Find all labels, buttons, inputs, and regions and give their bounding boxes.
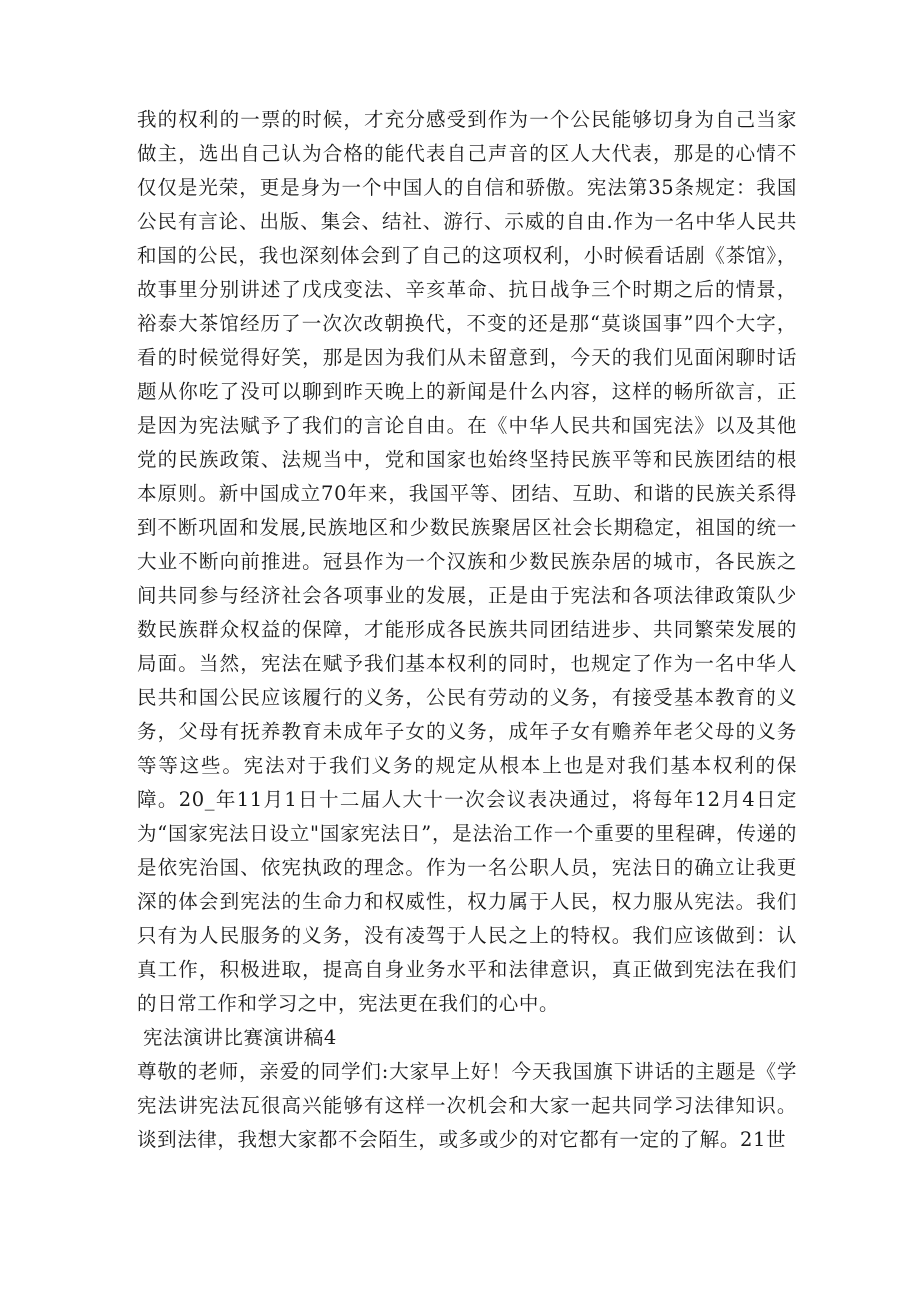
document-body — [137, 103, 797, 1157]
paragraph-2: 尊敬的老师，亲爱的同学们:大家早上好！今天我国旗下讲话的主题是《学宪法讲宪法瓦很高兴能够有这样一次机会和大家一起共同学习法律知识。谈到法律，我想大家都不会陌生，或多或少的对它都有一定的了解。21世 — [137, 1060, 797, 1151]
paragraph-1: 我的权利的一票的时候，才充分感受到作为一个公民能够切身为自己当家做主，选出自己认为合格的能代表自己声音的区人大代表，那是的心情不仅仅是光荣，更是身为一个中国人的自信和骄傲。宪法第35条规定：我国公民有言论、出版、集会、结社、游行、示威的自由.作为一名中华人民共和国的公民，我也深刻体会到了自己的这项权利，小时候看话剧《茶馆》，故事里分别讲述了戊戌变法、辛亥革命、抗日战争三个时期之后的情景，裕泰大茶馆经历了一次次改朝换代，不变的还是那“莫谈国事”四个大字，看的时候觉得好笑，那是因为我们从未留意到，今天的我们见面闲聊时话题从你吃了没可以聊到昨天晚上的新闻是什么内容，这样的畅所欲言，正是因为宪法赋予了我们的言论自由。在《中华人民共和国宪法》以及其他党的民族政策、法规当中，党和国家也始终坚持民族平等和民族团结的根本原则。新中国成立70年来，我国平等、团结、互助、和谐的民族关系得到不断巩固和发展,民族地区和少数民族聚居区社会长期稳定，祖国的统一大业不断向前推进。冠县作为一个汉族和少数民族杂居的城市，各民族之间共同参与经济社会各项事业的发展，正是由于宪法和各项法律政策队少数民族群众权益的保障，才能形成各民族共同团结进步、共同繁荣发展的局面。当然，宪法在赋予我们基本权利的同时，也规定了作为一名中华人民共和国公民应该履行的义务，公民有劳动的义务，有接受基本教育的义务，父母有抚养教育未成年子女的义务，成年子女有赡养年老父母的义务等等这些。宪法对于我们义务的规定从根本上也是对我们基本权利的保障。20_年11月1日十二届人大十一次会议表决通过，将每年12月4日定为“国家宪法日设立"国家宪法日”，是法治工作一个重要的里程碑，传递的是依宪治国、依宪执政的理念。作为一名公职人员，宪法日的确立让我更深的体会到宪法的生命力和权威性，权力属于人民，权力服从宪法。我们只有为人民服务的义务，没有凌驾于人民之上的特权。我们应该做到：认真工作，积极进取，提高自身业务水平和法律意识，真正做到宪法在我们的日常工作和学习之中，宪法更在我们的心中。 — [137, 108, 797, 1015]
section-heading: 宪法演讲比赛演讲稿4 — [143, 1026, 337, 1049]
